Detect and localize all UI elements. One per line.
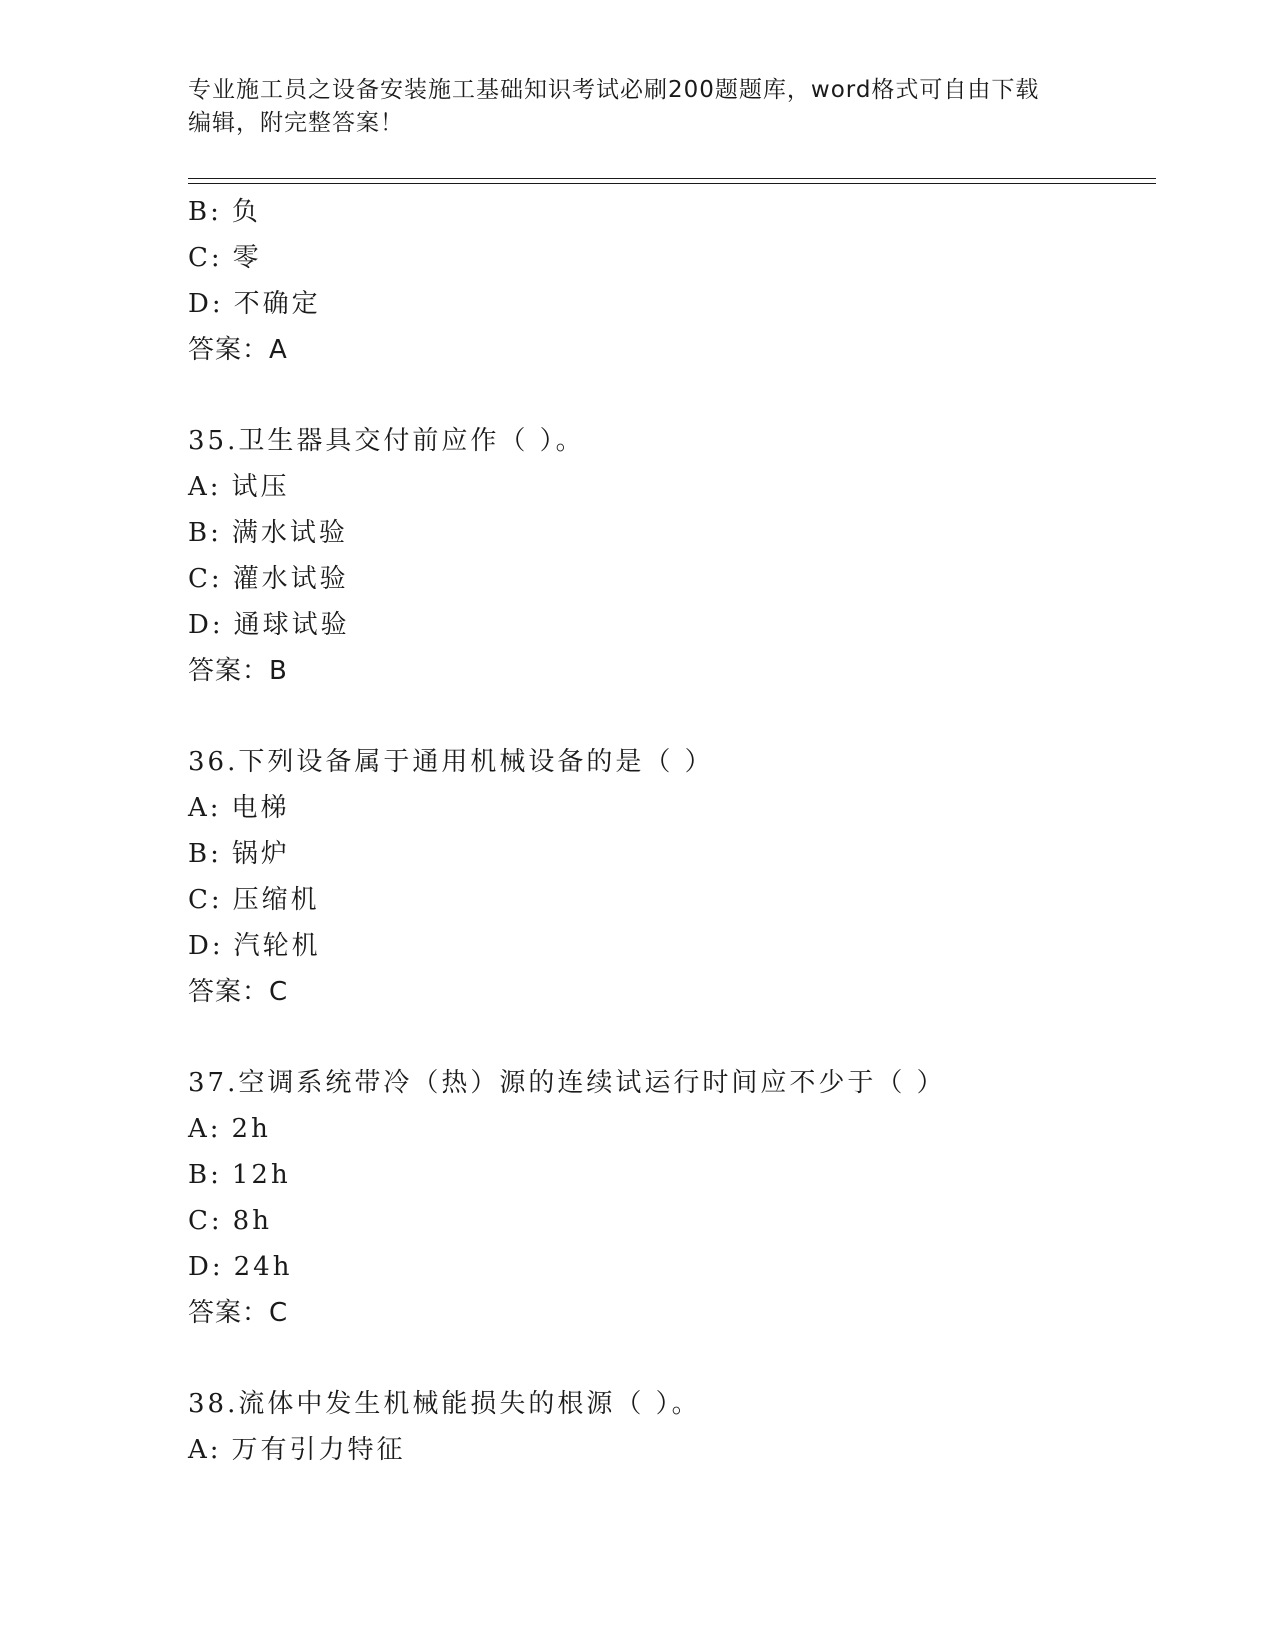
option-text: 不确定 bbox=[233, 289, 321, 319]
option-c bbox=[188, 556, 1148, 602]
option-text: 负 bbox=[231, 197, 261, 227]
option-letter: B: bbox=[188, 839, 222, 869]
option-letter: D: bbox=[188, 931, 224, 961]
answer-line: 答案：B bbox=[188, 656, 288, 686]
option-letter: A: bbox=[188, 1114, 222, 1144]
option-letter: C: bbox=[188, 885, 223, 915]
option-c bbox=[188, 1198, 1148, 1244]
question-stem bbox=[188, 418, 1148, 464]
option-text: 通球试验 bbox=[233, 610, 350, 640]
option-letter: C: bbox=[188, 243, 223, 273]
option-text: 万有引力特征 bbox=[231, 1435, 406, 1465]
question-text: 空调系统带冷（热）源的连续试运行时间应不少于（ ） bbox=[238, 1068, 946, 1098]
question-stem bbox=[188, 1381, 1148, 1427]
question-36 bbox=[188, 739, 1148, 1015]
header-line-1: 专业施工员之设备安装施工基础知识考试必刷200题题库，word格式可自由下载 bbox=[188, 77, 1040, 103]
option-text: 电梯 bbox=[231, 793, 290, 823]
option-a bbox=[188, 464, 1148, 510]
answer-line: 答案：C bbox=[188, 977, 289, 1007]
question-38 bbox=[188, 1381, 1148, 1473]
question-number: 35. bbox=[188, 426, 239, 456]
option-letter: A: bbox=[188, 472, 222, 502]
option-letter: B: bbox=[188, 1160, 222, 1190]
option-letter: D: bbox=[188, 289, 224, 319]
option-text: 24h bbox=[233, 1252, 293, 1282]
option-a bbox=[188, 785, 1148, 831]
question-number: 38. bbox=[188, 1389, 239, 1419]
option-text: 汽轮机 bbox=[233, 931, 321, 961]
document-header bbox=[188, 74, 1088, 140]
option-text: 2h bbox=[231, 1114, 271, 1144]
option-d bbox=[188, 281, 1148, 327]
question-37 bbox=[188, 1060, 1148, 1336]
option-d bbox=[188, 602, 1148, 648]
question-number: 37. bbox=[188, 1068, 239, 1098]
option-c bbox=[188, 877, 1148, 923]
option-b bbox=[188, 189, 1148, 235]
question-stem bbox=[188, 1060, 1148, 1106]
option-b bbox=[188, 510, 1148, 556]
question-number: 36. bbox=[188, 747, 239, 777]
question-list bbox=[188, 189, 1148, 1473]
option-letter: B: bbox=[188, 197, 222, 227]
answer-line: 答案：C bbox=[188, 1298, 289, 1328]
option-text: 压缩机 bbox=[232, 885, 320, 915]
question-text: 下列设备属于通用机械设备的是（ ） bbox=[238, 747, 714, 777]
option-text: 试压 bbox=[231, 472, 290, 502]
option-text: 灌水试验 bbox=[232, 564, 349, 594]
option-letter: A: bbox=[188, 793, 222, 823]
option-a bbox=[188, 1106, 1148, 1152]
question-stem bbox=[188, 739, 1148, 785]
question-35 bbox=[188, 418, 1148, 694]
option-text: 8h bbox=[232, 1206, 272, 1236]
option-c bbox=[188, 235, 1148, 281]
option-letter: B: bbox=[188, 518, 222, 548]
header-divider-top bbox=[188, 178, 1156, 179]
header-line-2: 编辑，附完整答案！ bbox=[188, 110, 404, 136]
option-b bbox=[188, 831, 1148, 877]
question-text: 卫生器具交付前应作（ ）。 bbox=[238, 426, 585, 456]
option-a bbox=[188, 1427, 1148, 1473]
question-text: 流体中发生机械能损失的根源（ ）。 bbox=[238, 1389, 701, 1419]
option-letter: A: bbox=[188, 1435, 222, 1465]
option-letter: D: bbox=[188, 610, 224, 640]
question-continued bbox=[188, 189, 1148, 373]
option-d bbox=[188, 923, 1148, 969]
option-text: 零 bbox=[232, 243, 262, 273]
option-b bbox=[188, 1152, 1148, 1198]
option-d bbox=[188, 1244, 1148, 1290]
option-letter: C: bbox=[188, 1206, 223, 1236]
option-letter: C: bbox=[188, 564, 223, 594]
option-letter: D: bbox=[188, 1252, 224, 1282]
answer-line: 答案：A bbox=[188, 335, 288, 365]
option-text: 锅炉 bbox=[231, 839, 290, 869]
option-text: 满水试验 bbox=[231, 518, 348, 548]
option-text: 12h bbox=[231, 1160, 291, 1190]
header-divider-bottom bbox=[188, 183, 1156, 184]
